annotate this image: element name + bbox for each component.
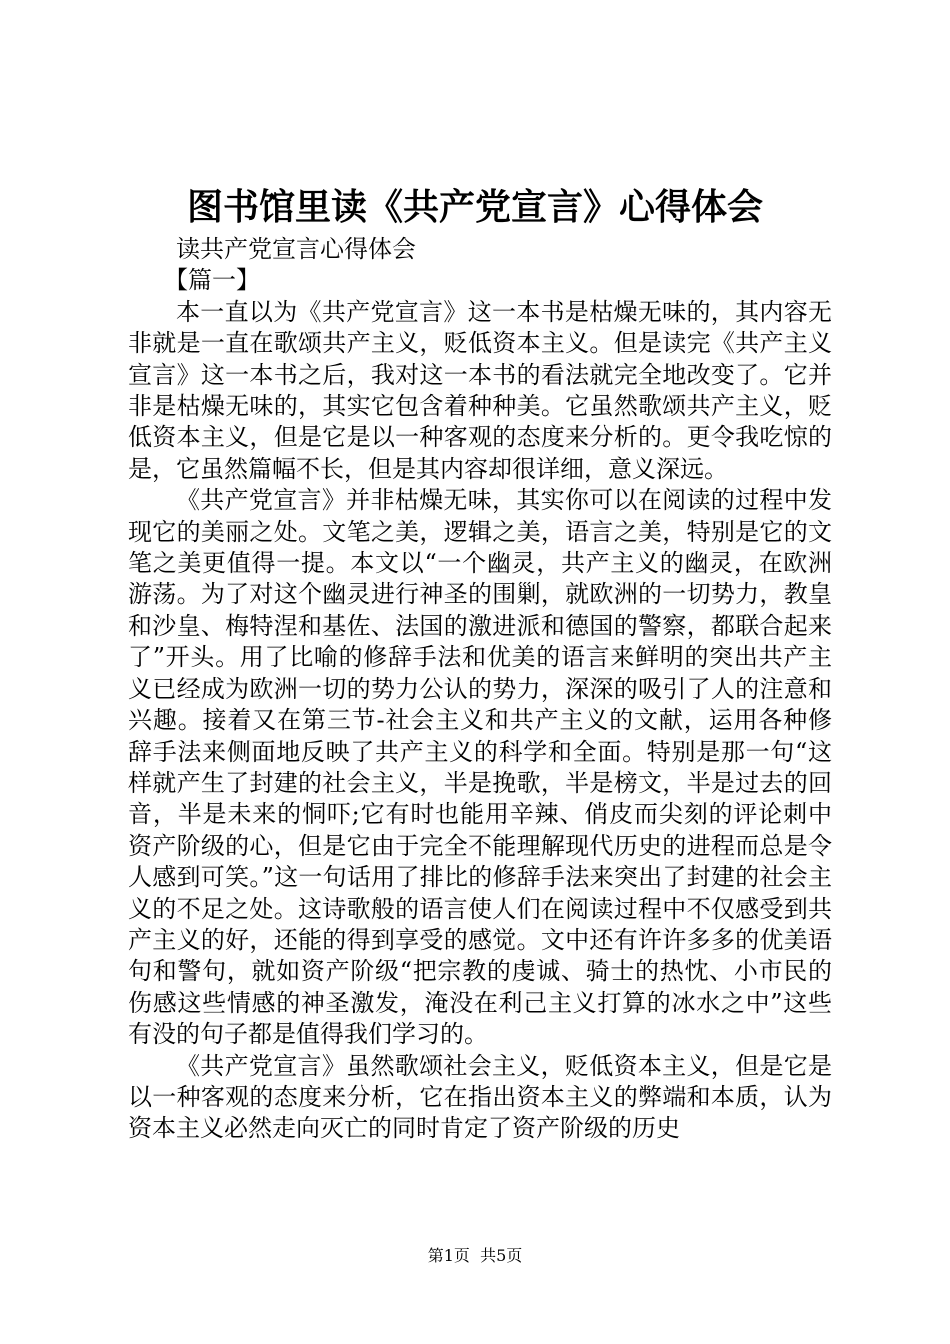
page-total: 共5页	[480, 1246, 523, 1265]
paragraph: 《共产党宣言》并非枯燥无味，其实你可以在阅读的过程中发现它的美丽之处。文笔之美，逻辑之美，语言之美，特别是它的文笔之美更值得一提。本文以“一个幽灵，共产主义的幽灵，在欧洲游荡。为了对这个幽灵进行神圣的围剿，就欧洲的一切势力，教皇和沙皇、梅特涅和基佐、法国的激进派和德国的警察，都联合起来了”开头。用了比喻的修辞手法和优美的语言来鲜明的突出共产主义已经成为欧洲一切的势力公认的势力，深深的吸引了人的注意和兴趣。接着又在第三节-社会主义和共产主义的文献，运用各种修辞手法来侧面地反映了共产主义的科学和全面。特别是那一句“这样就产生了封建的社会主义，半是挽歌，半是榜文，半是过去的回音，半是未来的恫吓;它有时也能用辛辣、俏皮而尖刻的评论刺中资产阶级的心，但是它由于完全不能理解现代历史的进程而总是令人感到可笑。”这一句话用了排比的修辞手法来突出了封建的社会主义的不足之处。这诗歌般的语言使人们在阅读过程中不仅感受到共产主义的好，还能的得到享受的感觉。文中还有许许多多的优美语句和警句，就如资产阶级“把宗教的虔诚、骑士的热忱、小市民的伤感这些情感的神圣激发，淹没在利己主义打算的冰水之中”这些有没的句子都是值得我们学习的。	[128, 486, 832, 1049]
page-footer	[0, 1244, 950, 1268]
document-subtitle: 读共产党宣言心得体会	[176, 235, 416, 263]
page-title: 图书馆里读《共产党宣言》心得体会	[186, 187, 763, 228]
section-label: 【篇一】	[164, 266, 260, 295]
paragraph: 《共产党宣言》虽然歌颂社会主义，贬低资本主义，但是它是以一种客观的态度来分析，它在指出资本主义的弊端和本质，认为资本主义必然走向灭亡的同时肯定了资产阶级的历史	[128, 1051, 832, 1143]
paragraph: 本一直以为《共产党宣言》这一本书是枯燥无味的，其内容无非就是一直在歌颂共产主义，贬低资本主义。但是读完《共产主义宣言》这一本书之后，我对这一本书的看法就完全地改变了。它并非是枯燥无味的，其实它包含着种种美。它虽然歌颂共产主义，贬低资本主义，但是它是以一种客观的态度来分析的。更令我吃惊的是，它虽然篇幅不长，但是其内容却很详细，意义深远。	[128, 297, 832, 483]
page-number: 第1页	[427, 1246, 470, 1265]
document-body	[128, 234, 832, 1145]
